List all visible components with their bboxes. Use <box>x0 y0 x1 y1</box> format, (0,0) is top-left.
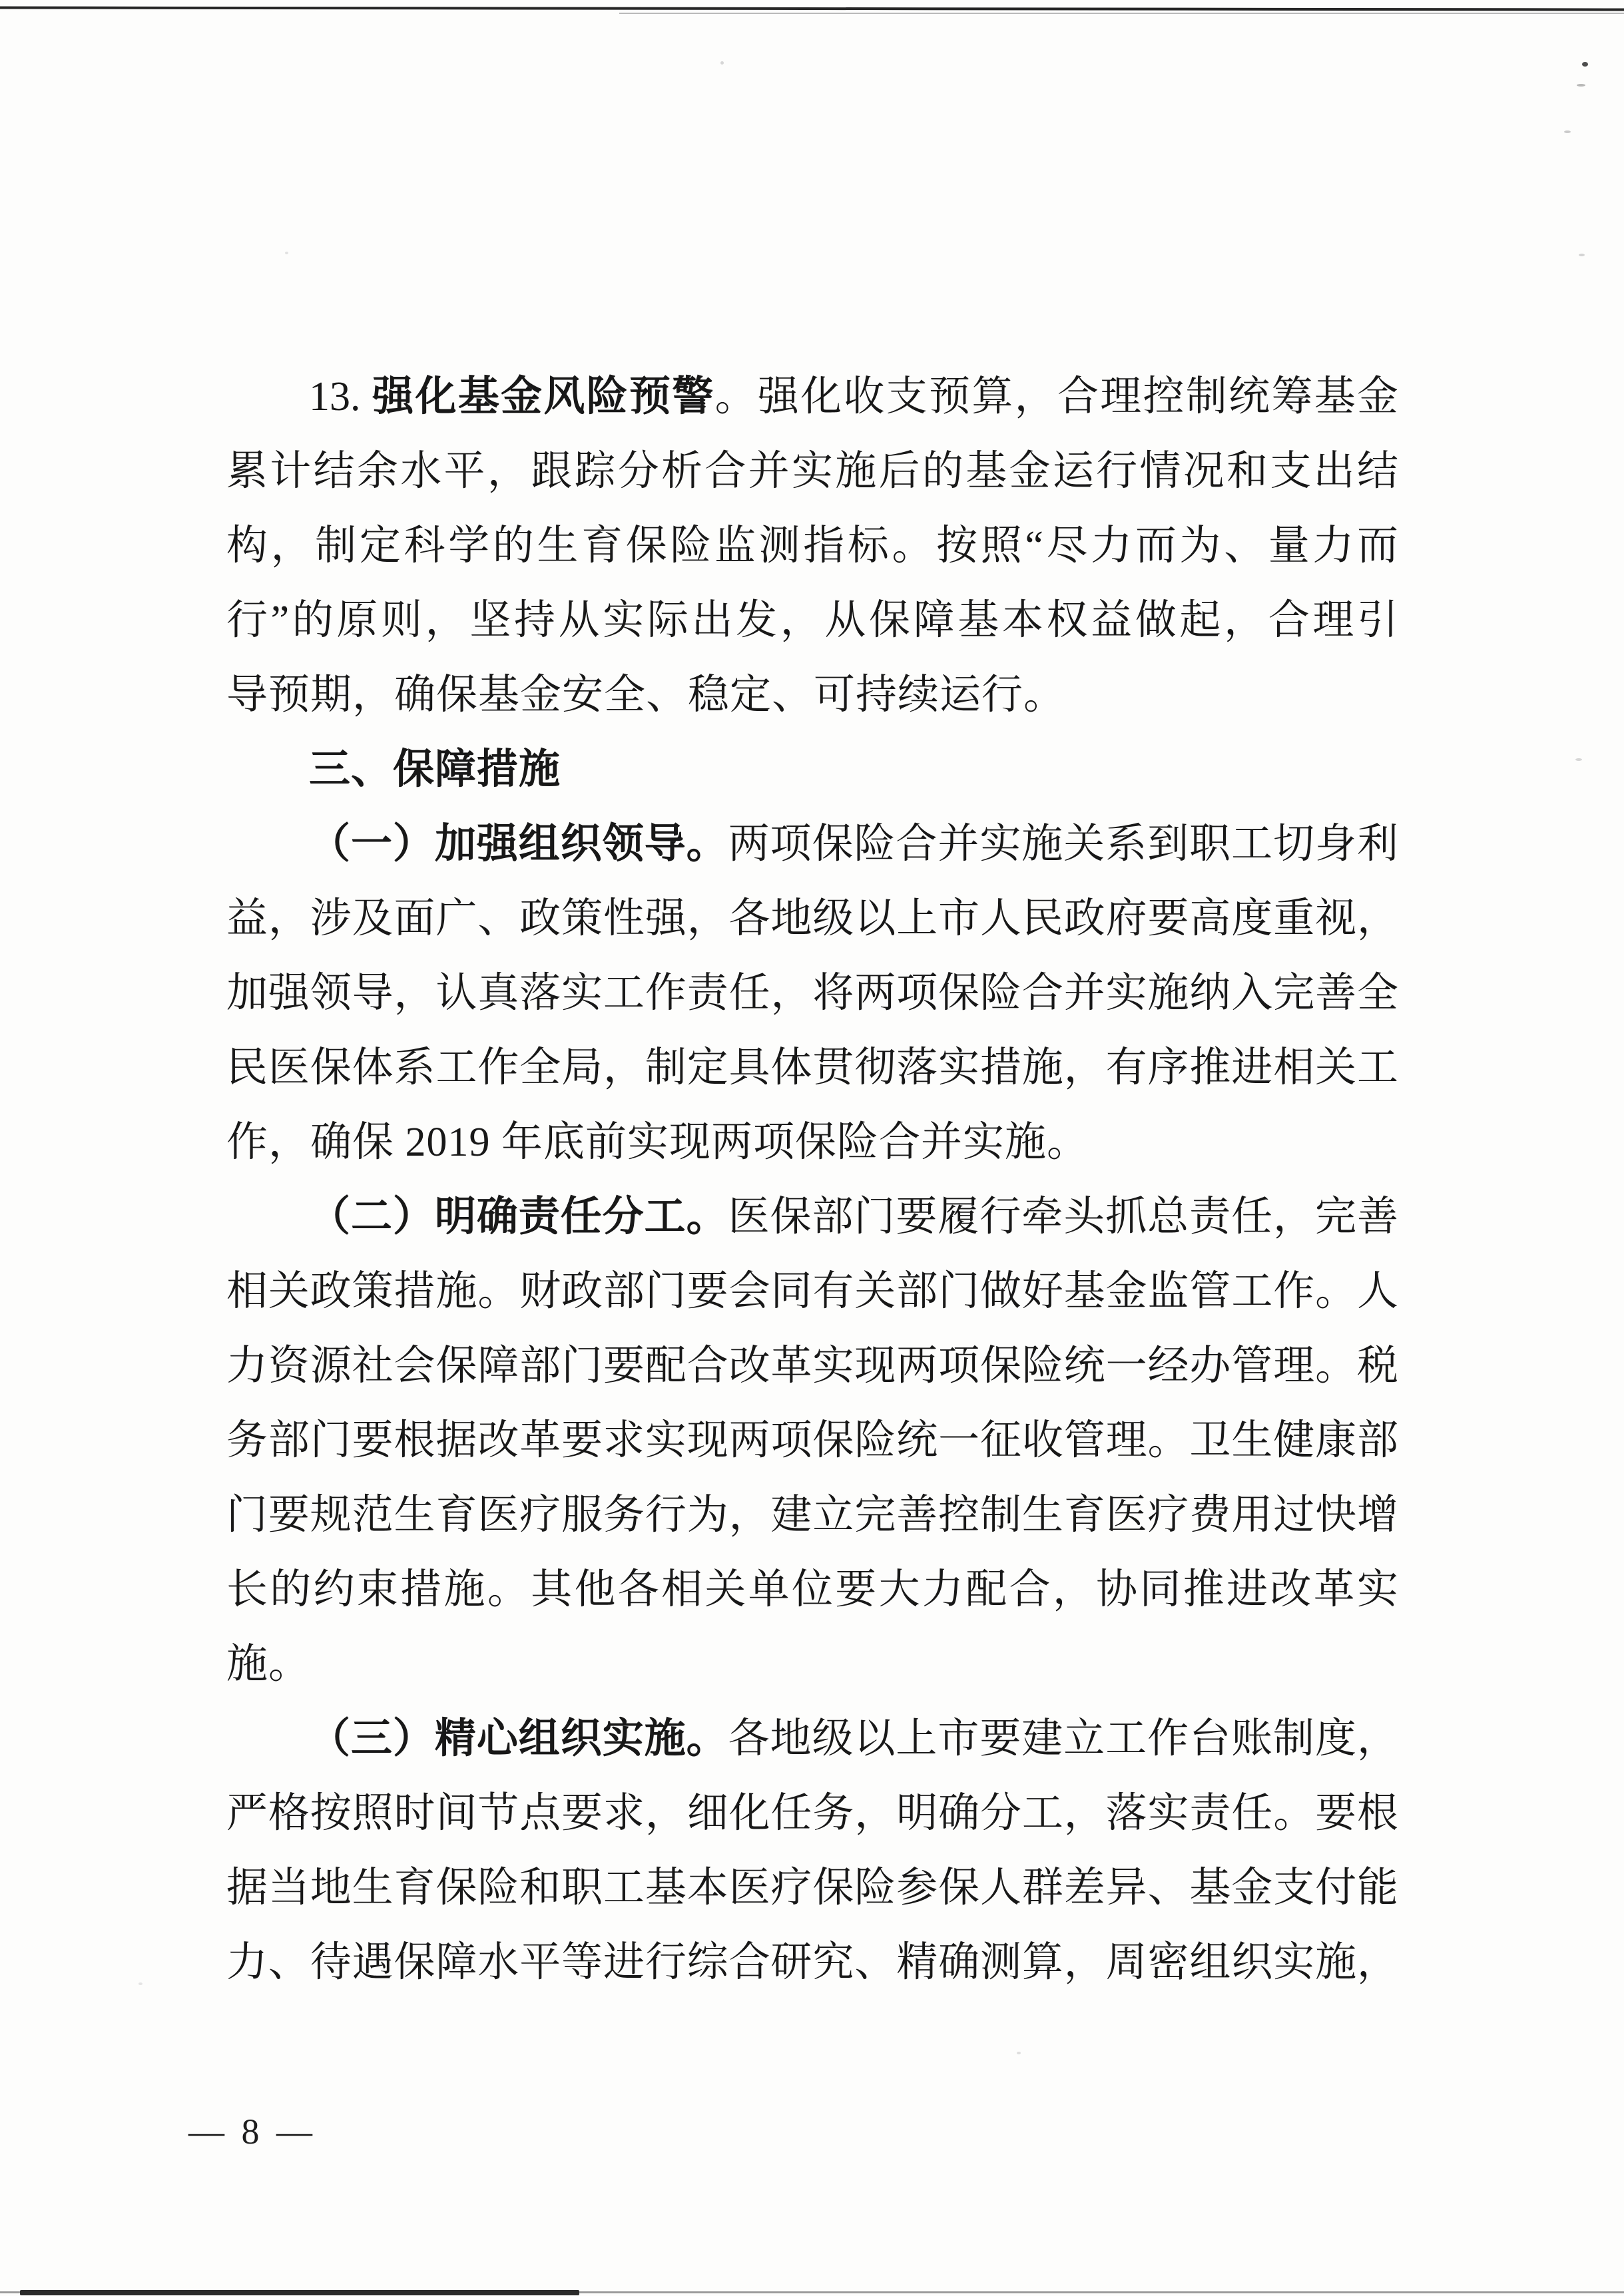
text-line <box>226 1851 1398 1925</box>
text-segment: 务部门要根据改革要求实现两项保险统一征收管理。卫生健康部 <box>226 1418 1398 1463</box>
scan-speck <box>1577 84 1585 87</box>
text-segment: 长的约束措施。其他各相关单位要大力配合，协同推进改革实 <box>226 1567 1398 1612</box>
text-line <box>226 359 1398 434</box>
text-segment: 作，确保 2019 年底前实现两项保险合并实施。 <box>226 1120 1089 1165</box>
scan-speck <box>720 61 724 65</box>
text-line <box>226 1925 1398 2000</box>
text-segment: 。强化收支预算，合理控制统筹基金 <box>714 374 1398 419</box>
scan-speck <box>1582 62 1588 67</box>
text-segment: 加强领导，认真落实工作责任，将两项保险合并实施纳入完善全 <box>226 971 1398 1016</box>
text-line <box>226 1702 1398 1776</box>
scan-speck <box>138 1982 142 1985</box>
text-line <box>226 732 1398 807</box>
scan-artifact-bottom-edge <box>20 2290 579 2295</box>
text-segment: 门要规范生育医疗服务行为，建立完善控制生育医疗费用过快增 <box>226 1492 1398 1538</box>
text-line <box>226 881 1398 956</box>
scan-speck <box>1017 2052 1021 2054</box>
text-line <box>226 1105 1398 1180</box>
text-segment: 相关政策措施。财政部门要会同有关部门做好基金监管工作。人 <box>226 1269 1398 1314</box>
text-segment: 导预期，确保基金安全、稳定、可持续运行。 <box>226 672 1066 718</box>
text-segment: 构，制定科学的生育保险监测指标。按照“尽力而为、量力而 <box>226 523 1398 569</box>
heading-segment: （一）加强组织领导。 <box>309 821 728 867</box>
text-line <box>226 1403 1398 1478</box>
text-line <box>226 1031 1398 1105</box>
text-line <box>226 1627 1398 1702</box>
text-segment: 行”的原则，坚持从实际出发，从保障基本权益做起，合理引 <box>226 598 1398 643</box>
heading-segment: 三、保障措施 <box>309 746 561 792</box>
scan-speck <box>1579 254 1585 256</box>
text-segment: 据当地生育保险和职工基本医疗保险参保人群差异、基金支付能 <box>226 1865 1398 1911</box>
scan-artifact-top-line <box>0 7 1624 11</box>
scan-artifact-top-line-echo <box>619 13 1624 14</box>
text-line <box>226 1329 1398 1403</box>
text-segment: 各地级以上市要建立工作台账制度， <box>728 1716 1398 1761</box>
text-line <box>226 1776 1398 1851</box>
text-segment: 严格按照时间节点要求，细化任务，明确分工，落实责任。要根 <box>226 1791 1398 1836</box>
text-segment: 13. <box>309 374 373 419</box>
heading-segment: 强化基金风险预警 <box>372 373 715 419</box>
text-segment: 益，涉及面广、政策性强，各地级以上市人民政府要高度重视， <box>226 896 1398 941</box>
text-line <box>226 509 1398 583</box>
heading-segment: （二）明确责任分工。 <box>309 1194 728 1240</box>
text-line <box>226 956 1398 1031</box>
text-segment: 力资源社会保障部门要配合改革实现两项保险统一经办管理。税 <box>226 1343 1398 1389</box>
text-segment: 累计结余水平，跟踪分析合并实施后的基金运行情况和支出结 <box>226 449 1398 494</box>
scan-speck <box>285 252 288 254</box>
page-number: — 8 — <box>188 2112 316 2152</box>
text-line <box>226 1552 1398 1627</box>
scan-speck <box>1575 758 1582 761</box>
text-segment: 民医保体系工作全局，制定具体贯彻落实措施，有序推进相关工 <box>226 1045 1398 1090</box>
text-segment: 两项保险合并实施关系到职工切身利 <box>728 821 1398 867</box>
text-line <box>226 1478 1398 1552</box>
text-line <box>226 1180 1398 1254</box>
heading-segment: （三）精心组织实施。 <box>309 1716 728 1761</box>
text-line <box>226 1254 1398 1329</box>
text-line <box>226 658 1398 732</box>
document-text-block <box>226 359 1398 2000</box>
text-line <box>226 434 1398 509</box>
text-segment: 施。 <box>226 1642 311 1687</box>
text-segment: 医保部门要履行牵头抓总责任，完善 <box>728 1194 1398 1240</box>
scan-speck <box>1564 130 1571 133</box>
text-line <box>226 583 1398 658</box>
text-line <box>226 807 1398 881</box>
text-segment: 力、待遇保障水平等进行综合研究、精确测算，周密组织实施， <box>226 1940 1398 1985</box>
